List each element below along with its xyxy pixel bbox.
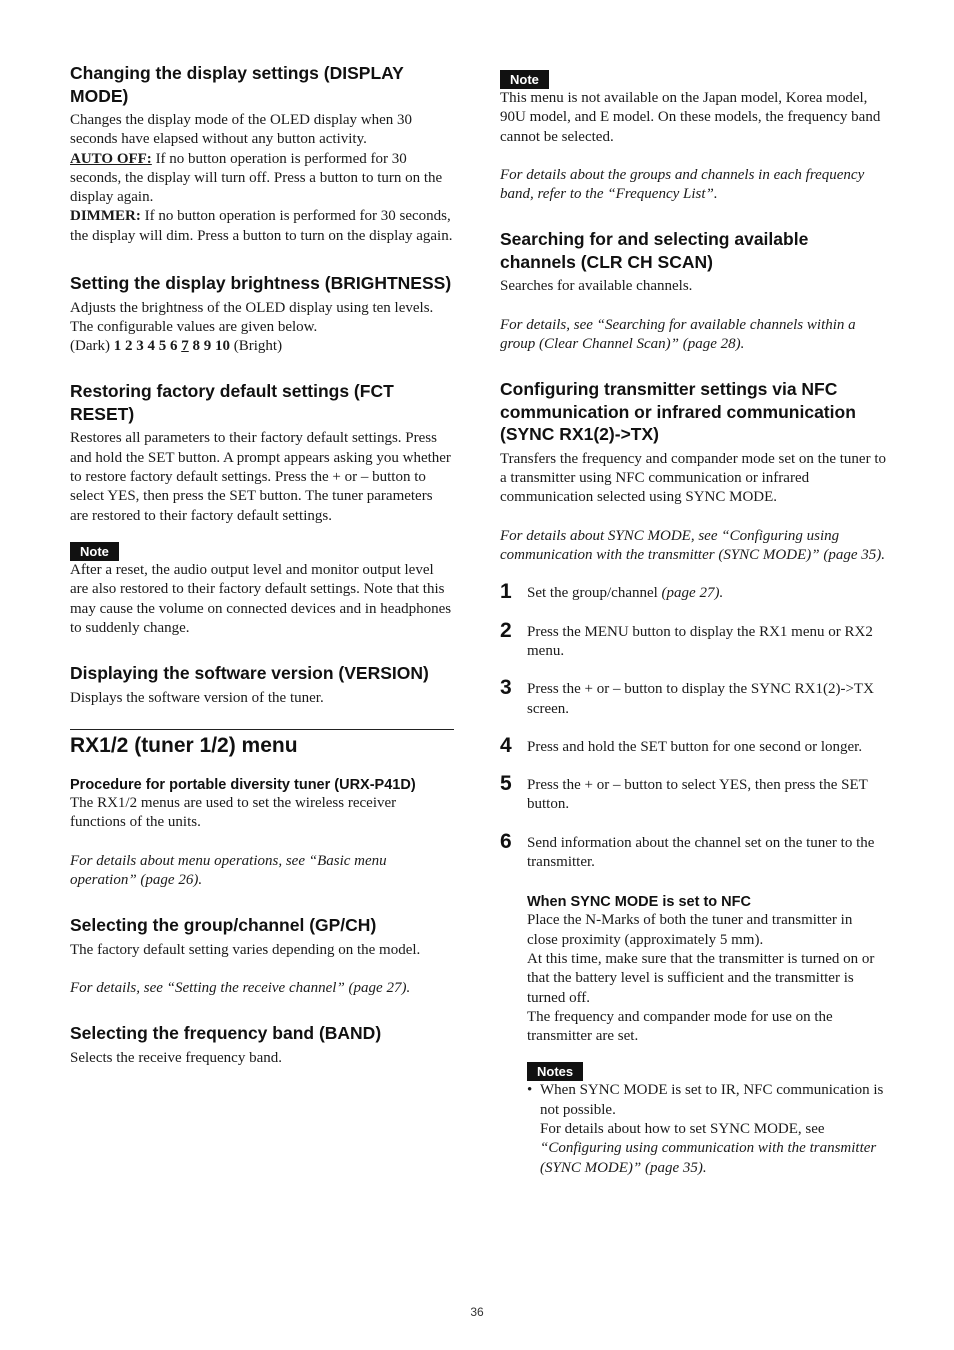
nfc-block — [500, 872, 886, 1178]
right-column — [500, 70, 886, 1178]
step-ref: (page 27). — [661, 585, 724, 602]
brightness-heading: Setting the display brightness (BRIGHTNESS) — [70, 273, 452, 294]
step-6 — [500, 829, 886, 873]
step-number: 3 — [500, 676, 512, 700]
display-mode-desc: Changes the display mode of the OLED display when 30 seconds have elapsed without any button activity. — [70, 112, 413, 148]
dark-label: (Dark) — [70, 338, 114, 355]
brightness-values — [70, 337, 454, 356]
values-low: 1 2 3 4 5 6 — [113, 338, 182, 355]
band-heading: Selecting the frequency band (BAND) — [70, 1023, 382, 1044]
page-number: 36 — [470, 1305, 484, 1319]
band-note-ref: For details about the groups and channels in each frequency band, refer to the “Frequency List”. — [500, 166, 865, 203]
clr-ch-scan-desc: Searches for available channels. — [500, 278, 693, 295]
rx-menu-ref: For details about menu operations, see “Basic menu operation” (page 26). — [70, 852, 387, 888]
dimmer-text: If no button operation is performed for 30 seconds, the display will dim. Press a button to turn on the display again. — [70, 208, 453, 244]
step-number: 6 — [500, 829, 512, 853]
gpch-heading: Selecting the group/channel (GP/CH) — [70, 915, 377, 936]
note-bullet-item — [527, 1081, 886, 1177]
value-default: 7 — [181, 338, 189, 355]
bullet-ref: “Configuring using communication with the transmitter (SYNC MODE)” (page 35). — [540, 1140, 877, 1176]
step-5 — [500, 772, 886, 815]
procedure-heading: Procedure for portable diversity tuner (URX-P41D) — [70, 776, 416, 793]
brightness-desc: Adjusts the brightness of the OLED display using ten levels. The configurable values are given below. — [70, 299, 434, 335]
bullet-text: When SYNC MODE is set to IR, NFC communication is not possible. — [540, 1082, 884, 1118]
step-4 — [500, 733, 886, 757]
step-text: Send information about the channel set on the tuner to the transmitter. — [527, 834, 875, 871]
step-number: 4 — [500, 733, 512, 757]
step-2 — [500, 618, 886, 662]
fct-reset-note: After a reset, the audio output level and monitor output level are also restored to their factory default settings. Note that this may cause the volume on connected devices and in headphones to suddenly change. — [70, 561, 452, 636]
auto-off-paragraph — [70, 150, 454, 208]
step-text: Set the group/channel — [527, 585, 662, 602]
band-note-text: This menu is not available on the Japan model, Korea model, 90U model, and E model. On these models, the frequency band cannot be selected. — [500, 90, 881, 145]
rx-menu-desc: The RX1/2 menus are used to set the wireless receiver functions of the units. — [70, 794, 397, 831]
display-mode-heading: Changing the display settings (DISPLAY MODE) — [70, 63, 404, 106]
step-3 — [500, 676, 886, 719]
step-text: Press the MENU button to display the RX1 menu or RX2 menu. — [527, 623, 873, 659]
bullet-dot: • — [527, 1082, 533, 1099]
step-number: 2 — [500, 618, 512, 642]
nfc-paragraph: The frequency and compander mode for use on the transmitter are set. — [527, 1008, 833, 1045]
values-high: 8 9 10 — [188, 338, 230, 355]
step-text: Press the + or – button to select YES, then press the SET button. — [527, 777, 868, 813]
version-desc: Displays the software version of the tuner. — [70, 689, 324, 706]
step-number: 5 — [500, 772, 512, 796]
dimmer-paragraph — [70, 207, 454, 246]
note-badge: Note — [70, 542, 119, 561]
gpch-desc: The factory default setting varies depending on the model. — [70, 941, 421, 958]
sync-desc: Transfers the frequency and compander mode set on the tuner to a transmitter using NFC communication or infrared communication selected using SYNC MODE. — [500, 450, 886, 506]
nfc-heading: When SYNC MODE is set to NFC — [527, 894, 751, 911]
note-badge: Note — [500, 70, 549, 89]
step-number: 1 — [500, 580, 512, 604]
sync-ref: For details about SYNC MODE, see “Configuring using communication with the transmitter (SYNC MODE)” (page 35). — [500, 527, 885, 564]
gpch-ref: For details, see “Setting the receive channel” (page 27). — [70, 979, 411, 996]
section-title: RX1/2 (tuner 1/2) menu — [70, 729, 454, 759]
nfc-paragraph: At this time, make sure that the transmitter is turned on or that the battery level is sufficient and the transmitter is turned off. — [527, 950, 875, 1006]
fct-reset-heading: Restoring factory default settings (FCT RESET) — [70, 381, 394, 424]
nfc-paragraph: Place the N-Marks of both the tuner and transmitter in close proximity (approximately 5 mm). — [527, 912, 853, 948]
fct-reset-desc: Restores all parameters to their factory default settings. Press and hold the SET button. A prompt appears asking you whether to restore factory default settings. Press the + or – button to select YES, then press the SET button. The tuner parameters are restored to their factory default settings. — [70, 430, 451, 524]
clr-ch-scan-ref: For details, see “Searching for available channels within a group (Clear Channel Scan)” (page 28). — [500, 316, 856, 353]
step-text: Press and hold the SET button for one second or longer. — [527, 738, 863, 755]
auto-off-label: AUTO OFF: — [70, 150, 152, 167]
step-text: Press the + or – button to display the SYNC RX1(2)->TX screen. — [527, 681, 874, 717]
bright-label: (Bright) — [229, 338, 283, 355]
clr-ch-scan-heading: Searching for and selecting available channels (CLR CH SCAN) — [500, 229, 809, 272]
band-desc: Selects the receive frequency band. — [70, 1049, 282, 1066]
version-heading: Displaying the software version (VERSION) — [70, 663, 429, 684]
dimmer-label: DIMMER: — [70, 208, 141, 225]
step-1 — [500, 580, 886, 604]
notes-badge: Notes — [527, 1062, 583, 1081]
bullet-text-2: For details about how to set SYNC MODE, see — [540, 1121, 825, 1137]
auto-off-text: If no button operation is performed for 30 seconds, the display will turn off. Press a button to turn on the display again. — [70, 150, 443, 206]
sync-heading: Configuring transmitter settings via NFC communication or infrared communication (SYNC RX1(2)->TX) — [500, 379, 856, 445]
left-column — [70, 62, 454, 1068]
